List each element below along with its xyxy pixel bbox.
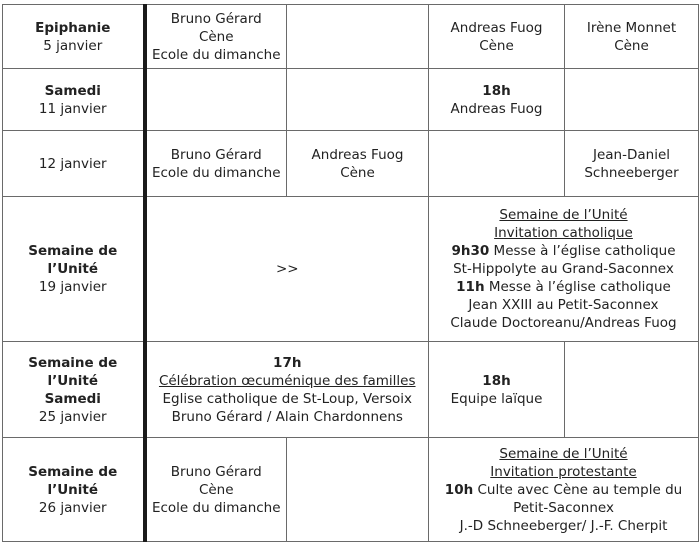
service-time: 11h [456,279,485,295]
service-time: 10h [444,481,474,498]
empty-cell [565,69,699,131]
service-time: 18h [482,82,511,99]
service-cell [429,5,565,69]
table-row [3,438,699,542]
day-date: 19 janvier [38,279,107,295]
service-line [431,278,696,296]
invitation-label: Invitation catholique [494,225,633,241]
date-cell [3,131,145,197]
table-row [3,5,699,69]
day-date: 25 janvier [38,408,107,425]
officiant: J.-D Schneeberger/ J.-F. Cherpit [459,517,668,534]
schedule-table [2,4,699,542]
unity-service-cell [429,197,699,342]
officiant: Equipe laïque [450,390,543,407]
service-time: 9h30 [451,243,490,259]
day-date: 5 janvier [43,37,103,54]
officiant: Jean-Daniel [592,146,671,163]
officiant: Andreas Fuog [450,100,543,117]
day-title: Samedi [44,82,101,99]
service-note: Cène [198,28,234,45]
service-line [431,481,696,499]
day-date: 26 janvier [38,499,107,516]
day-date: 12 janvier [38,155,107,172]
service-description: Messe à l’église catholique [484,279,671,295]
officiant: Andreas Fuog [311,146,404,163]
day-date: 11 janvier [38,100,107,117]
service-time: 17h [273,354,302,371]
date-cell [3,197,145,342]
empty-cell [145,69,287,131]
officiant: Bruno Gérard [170,463,262,480]
table-row [3,197,699,342]
service-location: Petit-Saconnex [513,499,614,516]
service-note: Ecole du dimanche [151,499,281,516]
service-line [431,242,696,260]
officiant: Schneeberger [584,164,679,181]
day-title: Epiphanie [35,19,111,36]
service-time: 18h [482,372,511,389]
service-cell [565,131,699,197]
officiant: Bruno Gérard / Alain Chardonnens [171,408,403,425]
service-cell [429,342,565,438]
day-title: Semaine de l’Unité [28,354,118,389]
officiant: Andreas Fuog [450,19,543,36]
empty-cell [287,438,429,542]
day-title: Semaine de l’Unité [28,463,118,498]
service-location: St-Hippolyte au Grand-Saconnex [453,261,674,277]
service-cell [145,131,287,197]
service-cell [145,438,287,542]
empty-cell [565,342,699,438]
empty-cell [287,5,429,69]
table-row [3,69,699,131]
table-row [3,131,699,197]
service-title: Célébration œcuménique des familles [158,372,416,389]
service-cell [565,5,699,69]
date-cell [3,5,145,69]
unity-heading: Semaine de l’Unité [499,207,628,223]
service-note: Ecole du dimanche [151,46,281,63]
service-description: Messe à l’église catholique [489,243,676,259]
service-note: Cène [340,164,375,181]
date-cell [3,69,145,131]
continuation-cell [145,197,429,342]
officiant: Claude Doctoreanu/Andreas Fuog [450,315,677,331]
date-cell [3,342,145,438]
service-location: Eglise catholique de St-Loup, Versoix [162,390,412,407]
officiant: Bruno Gérard [170,146,262,163]
service-location: Jean XXIII au Petit-Saconnex [468,297,659,313]
day-title: Samedi [44,390,101,407]
unity-heading: Semaine de l’Unité [499,445,628,462]
service-cell [145,5,287,69]
date-cell [3,438,145,542]
service-description: Culte avec Cène au temple du [473,481,683,498]
day-title: Semaine de l’Unité [28,243,118,277]
family-service-cell [145,342,429,438]
officiant: Bruno Gérard [170,10,262,27]
empty-cell [287,69,429,131]
empty-cell [429,131,565,197]
officiant: Irène Monnet [586,19,677,36]
unity-service-cell [429,438,699,542]
service-note: Cène [198,481,234,498]
service-cell [429,69,565,131]
table-row [3,342,699,438]
service-cell [287,131,429,197]
service-note: Ecole du dimanche [151,164,281,181]
service-note: Cène [614,37,649,54]
invitation-label: Invitation protestante [490,463,637,480]
service-note: Cène [479,37,514,54]
continuation-marker: >> [275,261,299,277]
